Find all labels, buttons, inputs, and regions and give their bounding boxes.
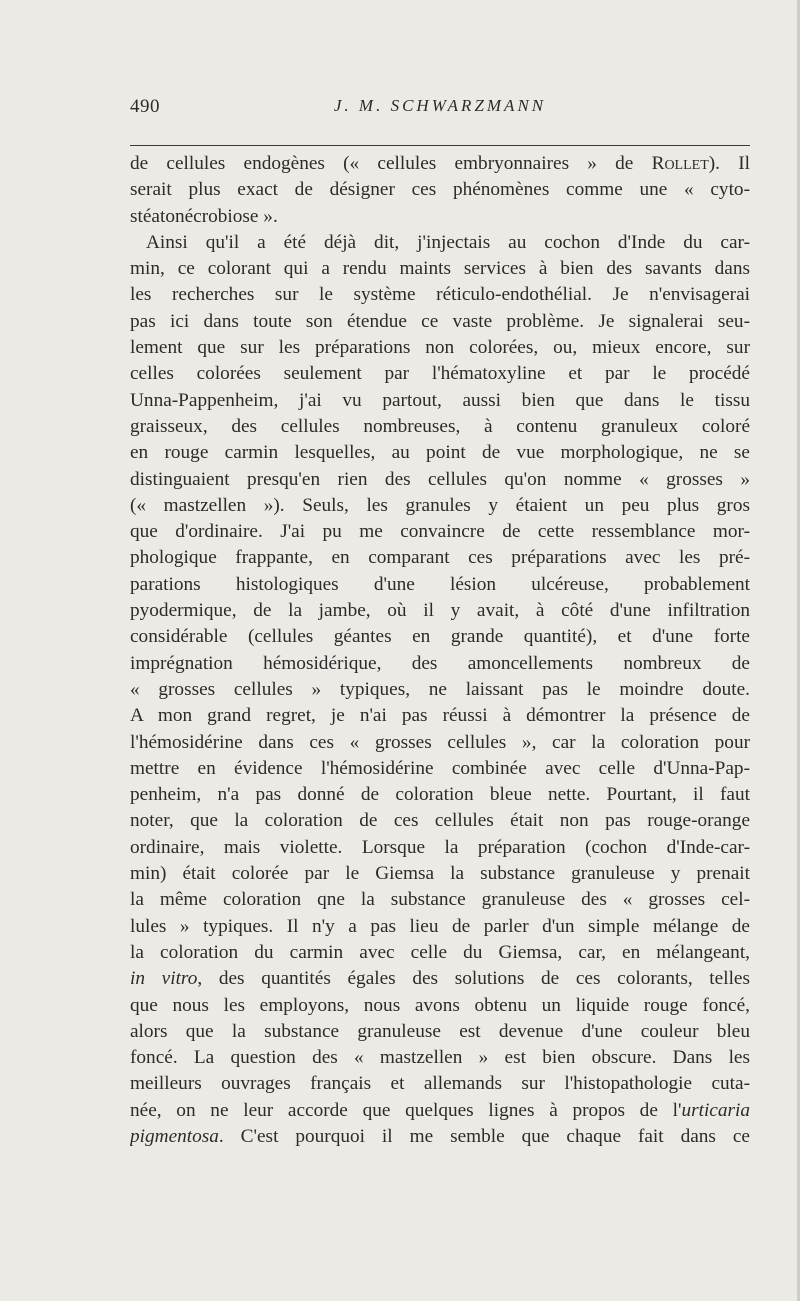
text-line bbox=[130, 335, 750, 361]
text-segment: ordinaire, mais violette. Lorsque la préparation (cochon d'Inde-car- bbox=[130, 836, 750, 858]
text-line bbox=[130, 572, 750, 598]
text-line bbox=[130, 493, 750, 519]
text-segment: Unna-Pappenheim, j'ai vu partout, aussi bien que dans le tissu bbox=[130, 389, 750, 411]
small-caps-text: Rollet bbox=[651, 153, 709, 174]
text-line bbox=[130, 887, 750, 913]
text-line bbox=[130, 467, 750, 493]
text-line bbox=[130, 309, 750, 335]
text-segment: ). Il bbox=[708, 153, 750, 174]
text-segment: noter, que la coloration de ces cellules était non pas rouge-orange bbox=[130, 810, 750, 832]
text-line bbox=[130, 414, 750, 440]
text-segment: de cellules endogènes (« cellules embryonnaires » de bbox=[130, 153, 652, 174]
text-line bbox=[130, 1045, 750, 1071]
text-line bbox=[130, 1098, 750, 1124]
text-line bbox=[130, 703, 750, 729]
text-line bbox=[130, 651, 750, 677]
text-line bbox=[130, 151, 750, 177]
text-segment: la même coloration qne la substance granuleuse des « grosses cel- bbox=[130, 889, 750, 911]
text-segment: , des quantités égales des solutions de ces colorants, telles bbox=[197, 968, 750, 990]
text-line bbox=[130, 861, 750, 887]
text-segment: Ainsi qu'il a été déjà dit, j'injectais au cochon d'Inde du car- bbox=[146, 231, 750, 253]
text-line bbox=[130, 256, 750, 282]
text-line bbox=[130, 624, 750, 650]
text-line bbox=[130, 519, 750, 545]
text-segment: . C'est pourquoi il me semble que chaque fait dans ce bbox=[218, 1125, 750, 1147]
text-segment: l'hémosidérine dans ces « grosses cellules », car la coloration pour bbox=[130, 731, 750, 753]
text-line bbox=[130, 808, 750, 834]
text-segment: que nous les employons, nous avons obtenu un liquide rouge foncé, bbox=[130, 994, 750, 1016]
text-segment: graisseux, des cellules nombreuses, à contenu granuleux coloré bbox=[130, 415, 750, 437]
italic-text: urticaria bbox=[681, 1099, 750, 1121]
text-line bbox=[130, 1071, 750, 1097]
text-segment: mettre en évidence l'hémosidérine combinée avec celle d'Unna-Pap- bbox=[130, 757, 750, 779]
text-segment: min, ce colorant qui a rendu maints services à bien des savants dans bbox=[130, 258, 750, 280]
text-segment: la coloration du carmin avec celle du Giemsa, car, en mélangeant, bbox=[130, 941, 750, 963]
text-segment: stéatonécrobiose ». bbox=[130, 205, 278, 227]
body-text bbox=[130, 151, 750, 1150]
text-segment: A mon grand regret, je n'ai pas réussi à démontrer la présence de bbox=[130, 705, 750, 727]
text-segment: née, on ne leur accorde que quelques lignes à propos de l' bbox=[130, 1099, 682, 1121]
text-segment: penheim, n'a pas donné de coloration bleue nette. Pourtant, il faut bbox=[130, 784, 750, 806]
text-segment: lement que sur les préparations non colorées, ou, mieux encore, sur bbox=[130, 337, 750, 359]
text-segment: « grosses cellules » typiques, ne laissant pas le moindre doute. bbox=[130, 678, 750, 700]
text-segment: (« mastzellen »). Seuls, les granules y étaient un peu plus gros bbox=[130, 494, 750, 516]
text-line bbox=[130, 1124, 750, 1150]
page-number: 490 bbox=[130, 96, 160, 117]
text-line bbox=[130, 782, 750, 808]
header-rule bbox=[130, 145, 750, 146]
text-line bbox=[130, 598, 750, 624]
text-line bbox=[130, 204, 750, 230]
text-line bbox=[130, 993, 750, 1019]
text-segment: serait plus exact de désigner ces phénomènes comme une « cyto- bbox=[130, 179, 750, 201]
text-segment: pyodermique, de la jambe, où il y avait, à côté d'une infiltration bbox=[130, 600, 750, 622]
text-segment: les recherches sur le système réticulo-endothélial. Je n'envisagerai bbox=[130, 284, 750, 306]
text-segment: celles colorées seulement par l'hématoxyline et par le procédé bbox=[130, 363, 750, 385]
text-segment: alors que la substance granuleuse est devenue d'une couleur bleu bbox=[130, 1020, 750, 1042]
text-line bbox=[130, 677, 750, 703]
text-segment: phologique frappante, en comparant ces préparations avec les pré- bbox=[130, 547, 750, 569]
text-line bbox=[130, 756, 750, 782]
text-line bbox=[130, 388, 750, 414]
text-line bbox=[130, 835, 750, 861]
text-line bbox=[130, 361, 750, 387]
text-segment: que d'ordinaire. J'ai pu me convaincre de cette ressemblance mor- bbox=[130, 521, 750, 543]
text-line bbox=[130, 440, 750, 466]
text-line bbox=[130, 282, 750, 308]
text-segment: foncé. La question des « mastzellen » est bien obscure. Dans les bbox=[130, 1047, 750, 1069]
text-segment: en rouge carmin lesquelles, au point de vue morphologique, ne se bbox=[130, 442, 750, 464]
text-line bbox=[130, 1019, 750, 1045]
text-segment: lules » typiques. Il n'y a pas lieu de parler d'un simple mélange de bbox=[130, 915, 750, 937]
text-line bbox=[130, 940, 750, 966]
text-line bbox=[130, 177, 750, 203]
text-segment: parations histologiques d'une lésion ulcéreuse, probablement bbox=[130, 573, 750, 595]
text-line bbox=[130, 730, 750, 756]
text-line bbox=[130, 545, 750, 571]
italic-text: in vitro bbox=[130, 968, 198, 990]
text-segment: min) était colorée par le Giemsa la substance granuleuse y prenait bbox=[130, 863, 750, 885]
running-head: J. M. SCHWARZMANN bbox=[333, 96, 547, 115]
text-segment: distinguaient presqu'en rien des cellules qu'on nomme « grosses » bbox=[130, 468, 750, 490]
text-segment: imprégnation hémosidérique, des amoncellements nombreux de bbox=[130, 652, 750, 674]
text-segment: pas ici dans toute son étendue ce vaste problème. Je signalerai seu- bbox=[130, 310, 750, 332]
text-line bbox=[130, 914, 750, 940]
text-segment: meilleurs ouvrages français et allemands sur l'histopathologie cuta- bbox=[130, 1073, 750, 1095]
page-header bbox=[130, 96, 750, 126]
italic-text: pigmentosa bbox=[130, 1125, 219, 1147]
text-line bbox=[130, 966, 750, 992]
text-line bbox=[130, 230, 750, 256]
text-segment: considérable (cellules géantes en grande quantité), et d'une forte bbox=[130, 626, 750, 648]
